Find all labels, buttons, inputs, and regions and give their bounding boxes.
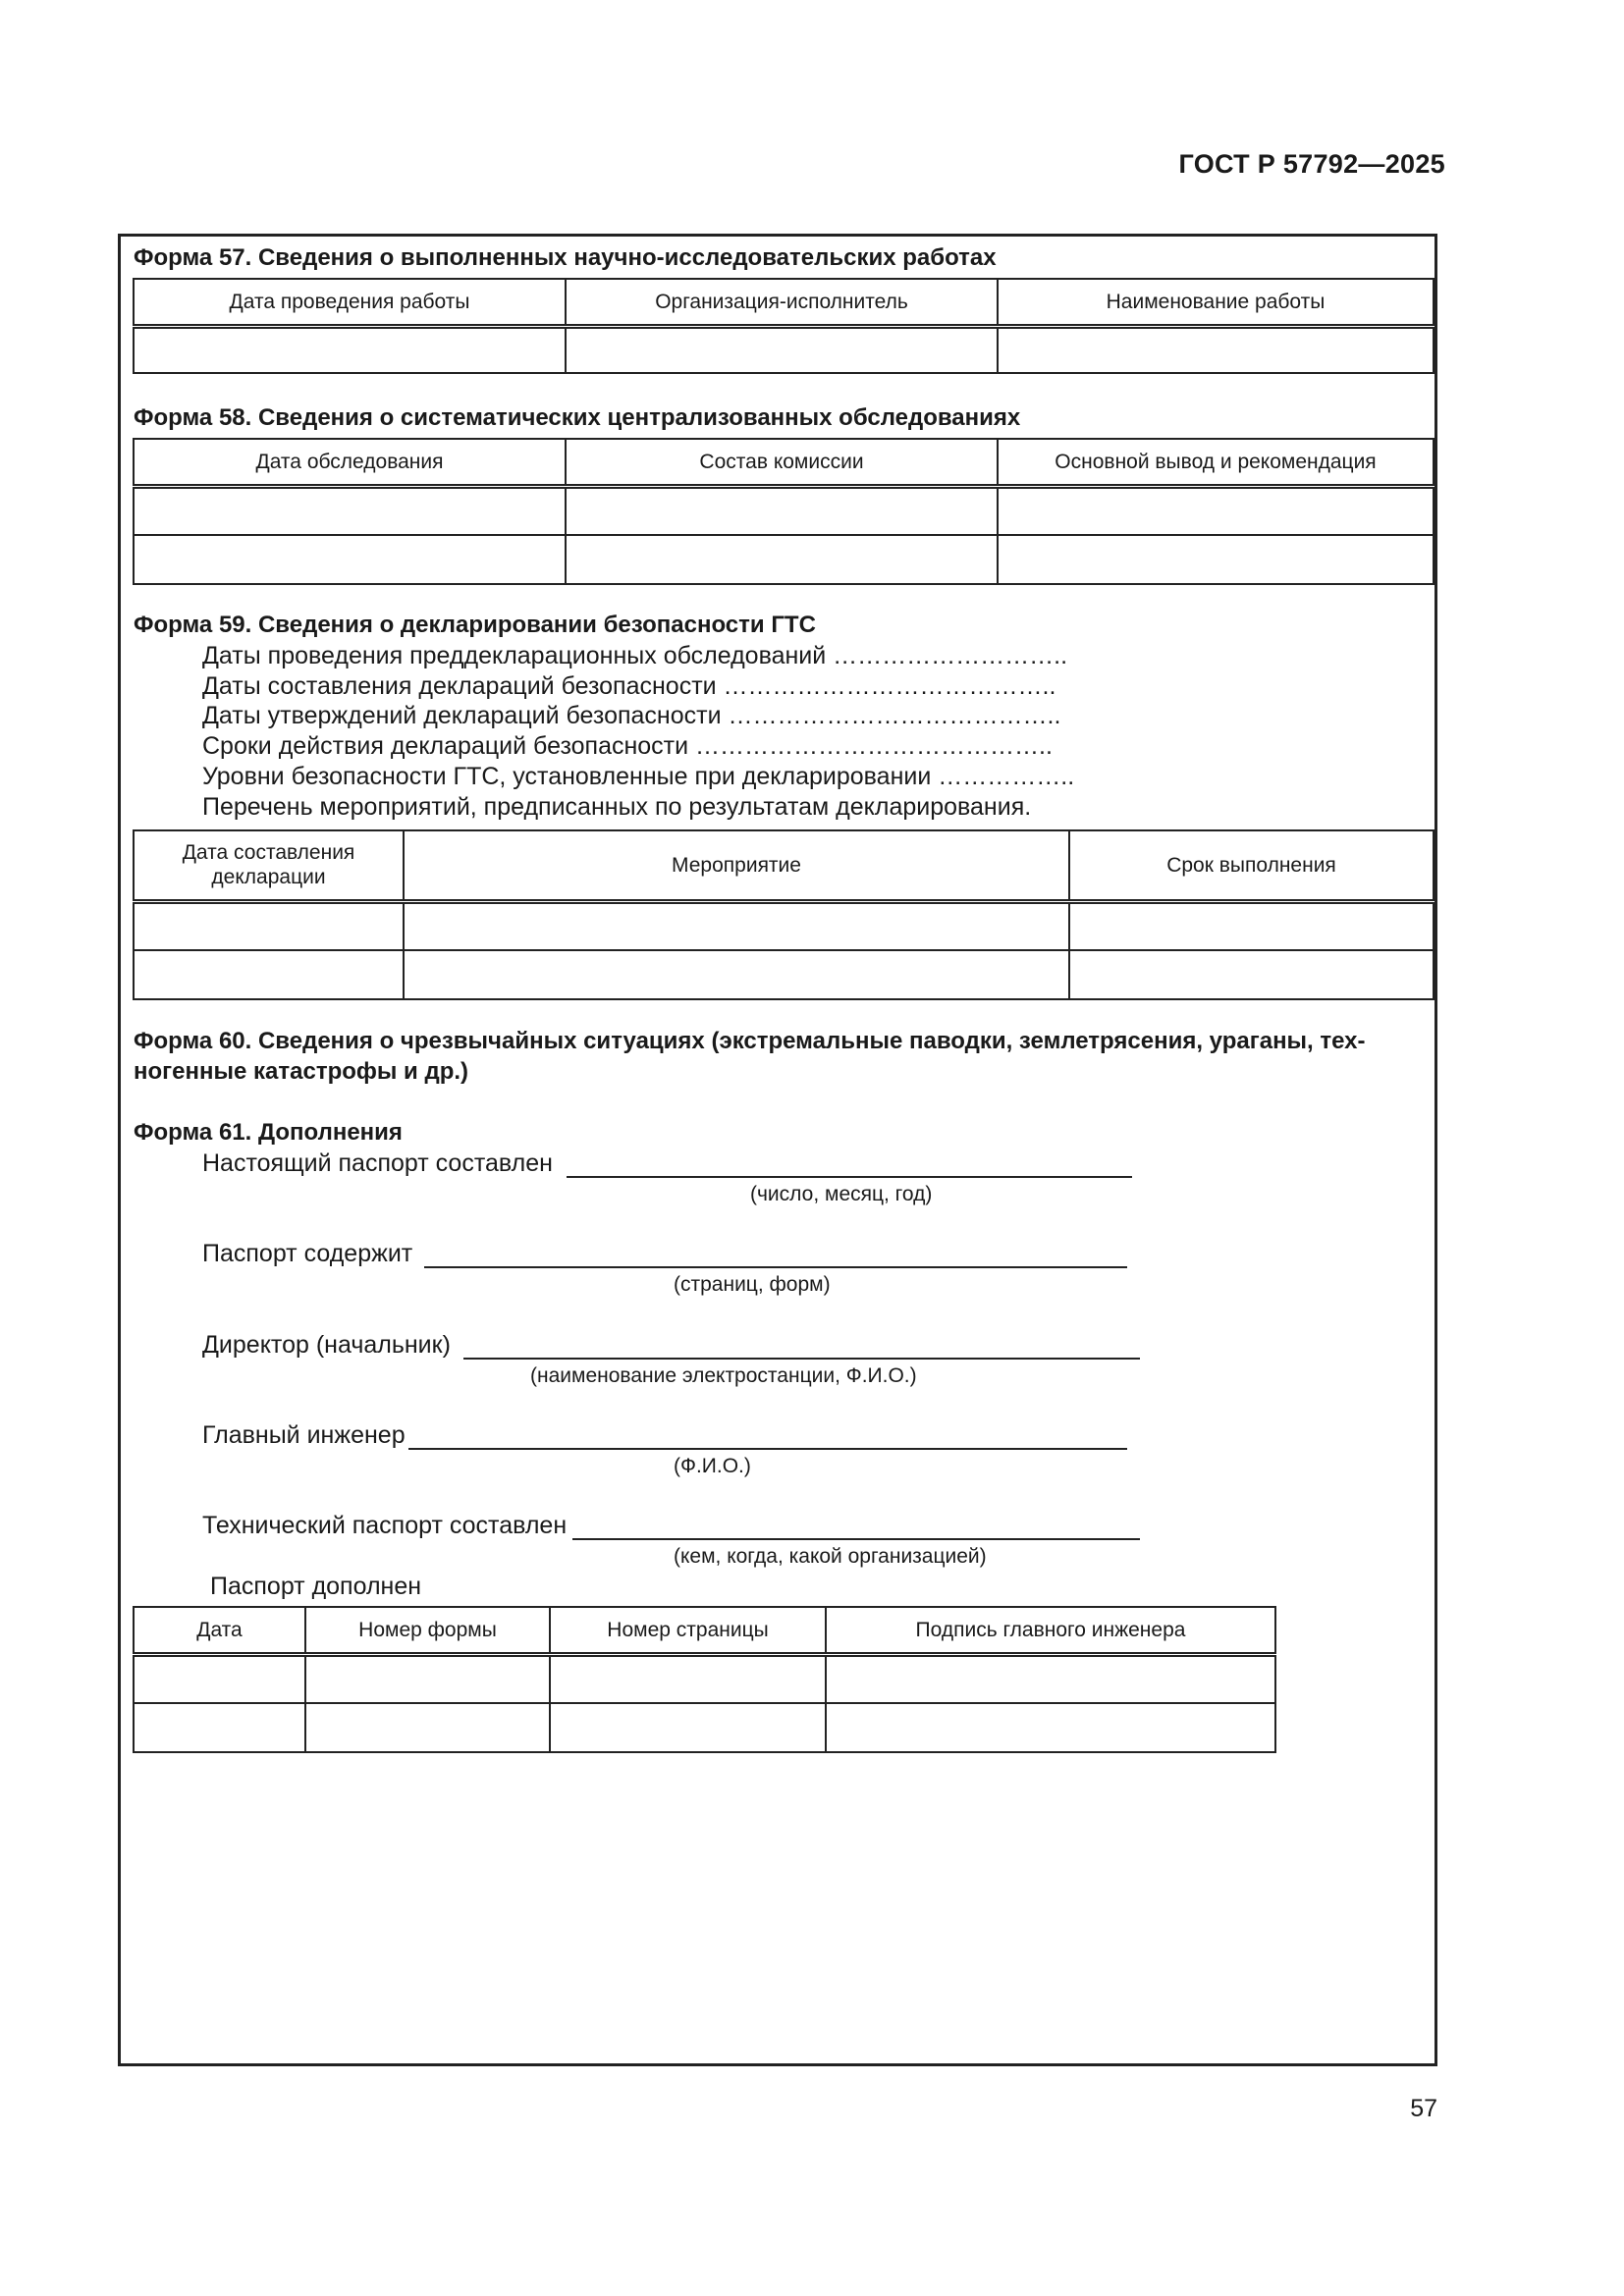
passport-compiled-line[interactable] bbox=[567, 1176, 1132, 1178]
table-cell[interactable] bbox=[826, 1654, 1275, 1703]
tech-passport-caption: (кем, когда, какой организацией) bbox=[674, 1545, 987, 1568]
passport-compiled-caption: (число, месяц, год) bbox=[750, 1183, 933, 1205]
column-header: Состав комиссии bbox=[566, 439, 998, 486]
form-59-title: Форма 59. Сведения о декларировании безопасности ГТС bbox=[134, 612, 816, 638]
tech-passport-label: Технический паспорт составлен bbox=[202, 1512, 568, 1539]
table-cell[interactable] bbox=[550, 1654, 826, 1703]
director-caption: (наименование электростанции, Ф.И.О.) bbox=[530, 1364, 917, 1387]
form-59-line: Даты составления деклараций безопасности ………………………………….. bbox=[202, 672, 1056, 700]
table-cell[interactable] bbox=[550, 1703, 826, 1752]
passport-contains-line[interactable] bbox=[424, 1266, 1127, 1268]
passport-compiled-label: Настоящий паспорт составлен bbox=[202, 1149, 553, 1177]
form-57-title: Форма 57. Сведения о выполненных научно-исследовательских работах bbox=[134, 244, 997, 271]
form-59-line: Уровни безопасности ГТС, установленные при декларировании …………….. bbox=[202, 763, 1075, 790]
table-cell[interactable] bbox=[826, 1703, 1275, 1752]
column-header: Номер страницы bbox=[550, 1607, 826, 1654]
table-cell[interactable] bbox=[305, 1654, 550, 1703]
passport-contains-caption: (страниц, форм) bbox=[674, 1273, 831, 1296]
table-cell[interactable] bbox=[404, 950, 1069, 999]
tech-passport-line[interactable] bbox=[572, 1538, 1140, 1540]
form-58-title: Форма 58. Сведения о систематических централизованных обследованиях bbox=[134, 404, 1021, 431]
document-code: ГОСТ Р 57792—2025 bbox=[1178, 149, 1445, 179]
form-60-title-continued: ногенные катастрофы и др.) bbox=[134, 1058, 469, 1085]
column-header: Срок выполнения bbox=[1069, 830, 1434, 901]
table-cell[interactable] bbox=[305, 1703, 550, 1752]
column-header: Подпись главного инженера bbox=[826, 1607, 1275, 1654]
form-61-title: Форма 61. Дополнения bbox=[134, 1119, 403, 1146]
column-header: Дата составления декларации bbox=[134, 830, 404, 901]
passport-contains-label: Паспорт содержит bbox=[202, 1240, 413, 1267]
column-header: Дата bbox=[134, 1607, 305, 1654]
table-cell[interactable] bbox=[134, 486, 566, 535]
form-61-table bbox=[133, 1606, 1276, 1753]
form-59-line: Даты проведения преддекларационных обследований ……………………….. bbox=[202, 642, 1068, 669]
table-cell[interactable] bbox=[134, 901, 404, 950]
table-cell[interactable] bbox=[134, 535, 566, 584]
table-cell[interactable] bbox=[1069, 950, 1434, 999]
column-header: Дата обследования bbox=[134, 439, 566, 486]
column-header: Организация-исполнитель bbox=[566, 279, 998, 326]
form-60-title: Форма 60. Сведения о чрезвычайных ситуациях (экстремальные паводки, землетрясения, ураганы, тех- bbox=[134, 1028, 1366, 1054]
table-cell[interactable] bbox=[134, 1703, 305, 1752]
table-cell[interactable] bbox=[134, 1654, 305, 1703]
form-58-table bbox=[133, 438, 1435, 585]
chief-engineer-caption: (Ф.И.О.) bbox=[674, 1455, 751, 1477]
form-57-table bbox=[133, 278, 1435, 374]
form-59-table bbox=[133, 829, 1435, 1000]
director-label: Директор (начальник) bbox=[202, 1331, 451, 1359]
column-header: Основной вывод и рекомендация bbox=[998, 439, 1434, 486]
table-cell[interactable] bbox=[566, 535, 998, 584]
table-cell[interactable] bbox=[998, 326, 1434, 373]
form-59-line: Даты утверждений деклараций безопасности ………………………………….. bbox=[202, 702, 1061, 729]
table-cell[interactable] bbox=[404, 901, 1069, 950]
column-header: Дата проведения работы bbox=[134, 279, 566, 326]
table-cell[interactable] bbox=[998, 486, 1434, 535]
column-header: Мероприятие bbox=[404, 830, 1069, 901]
table-cell[interactable] bbox=[134, 326, 566, 373]
table-cell[interactable] bbox=[566, 326, 998, 373]
column-header: Наименование работы bbox=[998, 279, 1434, 326]
chief-engineer-line[interactable] bbox=[408, 1448, 1127, 1450]
table-cell[interactable] bbox=[566, 486, 998, 535]
form-59-line: Перечень мероприятий, предписанных по результатам декларирования. bbox=[202, 793, 1032, 821]
chief-engineer-label: Главный инженер bbox=[202, 1421, 406, 1449]
table-cell[interactable] bbox=[998, 535, 1434, 584]
passport-supplemented-label: Паспорт дополнен bbox=[210, 1573, 422, 1600]
director-line[interactable] bbox=[463, 1358, 1140, 1360]
table-cell[interactable] bbox=[1069, 901, 1434, 950]
form-59-line: Сроки действия деклараций безопасности …………………………………….. bbox=[202, 732, 1053, 760]
table-cell[interactable] bbox=[134, 950, 404, 999]
column-header: Номер формы bbox=[305, 1607, 550, 1654]
page-number: 57 bbox=[1410, 2095, 1437, 2122]
